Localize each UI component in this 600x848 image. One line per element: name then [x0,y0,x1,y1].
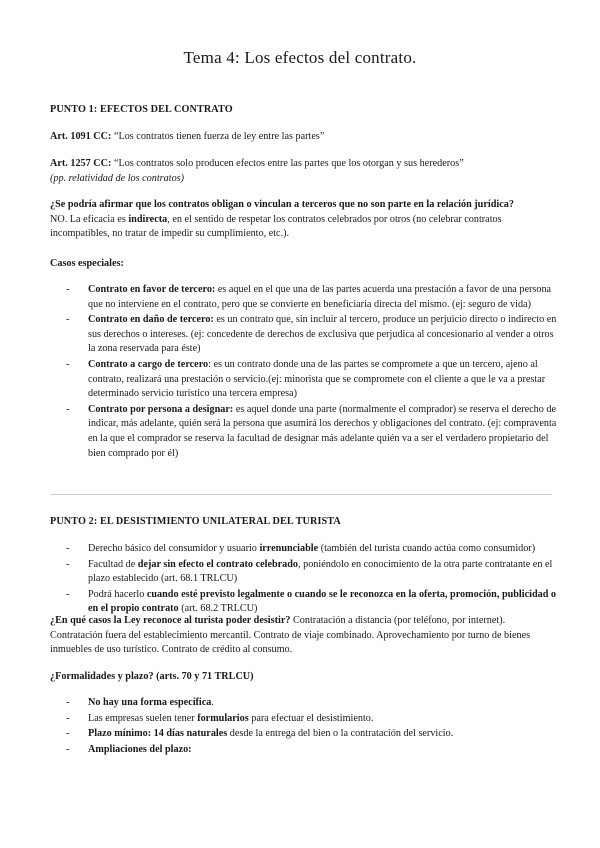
list-item: - Contrato a cargo de tercero: es un contrato donde una de las partes se compromete a que un tercero, ajeno al contrato, realizará una prestación o servicio.(ej: minorista que se compromete con el cliente a que le va a prestar determinado servicio turístico una tercera empresa) [66,358,546,400]
document-title: Tema 4: Los efectos del contrato. [183,48,417,67]
casos-especiales-heading: Casos especiales: [50,258,124,269]
casos-especiales-list [50,283,560,462]
list-item: - Derecho básico del consumidor y usuario irrenunciable (también del turista cuando actúa como consumidor) [66,543,536,554]
art-1091-label: Art. 1091 CC: [50,131,112,142]
punto2-heading: PUNTO 2: EL DESISTIMIENTO UNILATERAL DEL TURISTA [50,516,341,527]
pregunta-terceros [50,198,560,242]
list-item: - Ampliaciones del plazo: [66,743,192,755]
list-item: - Plazo mínimo: 14 días naturales desde la entrega del bien o la contratación del servicio. [66,728,454,740]
pregunta-terceros-text: ¿Se podría afirmar que los contratos obligan o vinculan a terceros que no son parte en la relación jurídica? [50,199,514,210]
formalidades-heading: ¿Formalidades y plazo? (arts. 70 y 71 TRLCU) [50,671,254,682]
art-1257-label: Art. 1257 CC: [50,158,112,169]
list-item: - Las empresas suelen tener formularios para efectuar el desistimiento. [66,712,374,724]
list-item: - Contrato por persona a designar: es aquel donde una parte (normalmente el comprador) se reserva el derecho de indicar, más adelante, quién será la persona que asumirá los derechos y obligaciones del contrato. (ej: compraventa en la que el comprador se reserva la facultad de designar más adelante quién va a ser el verdadero propietario del bien comprado por él) [66,403,557,459]
list-item: - No hay una forma específica. [66,697,214,708]
respuesta-desistir: Contratación a distancia (por teléfono, por internet). Contratación fuera del establecimiento mercantil. Contrato de viaje combinado. Aprovechamiento por turno de bienes inmuebles de uso turístico. Contrato de crédito al consumo. [50,615,531,656]
desistimiento-list [50,542,560,618]
casos-desistir [50,614,560,658]
list-item: - Contrato en favor de tercero: es aquel en el que una de las partes acuerda una prestación a favor de una persona que no interviene en el contrato, pero que se convierte en beneficiaria directa del mismo. (ej: seguro de vida) [66,284,552,310]
art-1091 [50,130,560,145]
section-divider [50,494,552,495]
art-1257-text: “Los contratos solo producen efectos entre las partes que los otorgan y sus herederos” [111,158,464,169]
list-item: - Podrá hacerlo cuando esté previsto legalmente o cuando se le reconozca en la oferta, promoción, publicidad o en el propio contrato (art. 68.2 TRLCU) [66,588,557,615]
art-1257 [50,157,560,186]
relatividad-note: (pp. relatividad de los contratos) [50,172,185,184]
pregunta-desistir: ¿En qué casos la Ley reconoce al turista poder desistir? [50,615,291,626]
list-item: - Contrato en daño de tercero: es un contrato que, sin incluir al tercero, produce un perjuicio directo o indirecto en sus derechos o intereses. (ej: concedente de derechos de exclusiva que perjudica al concesionario al vender a otros la zona reservada para éste) [66,314,557,355]
art-1091-text: “Los contratos tienen fuerza de ley entre las partes” [111,131,325,142]
punto1-heading: PUNTO 1: EFECTOS DEL CONTRATO [50,104,233,115]
respuesta-terceros: NO. La eficacia es indirecta, en el sentido de respetar los contratos celebrados por otros (no celebrar contratos incompatibles, no tratar de impedir su cumplimiento, etc.). [50,213,502,240]
list-item: - Facultad de dejar sin efecto el contrato celebrado, poniéndolo en conocimiento de la otra parte contratante en el plazo establecido (art. 68.1 TRLCU) [66,558,553,585]
formalidades-list [50,696,560,758]
